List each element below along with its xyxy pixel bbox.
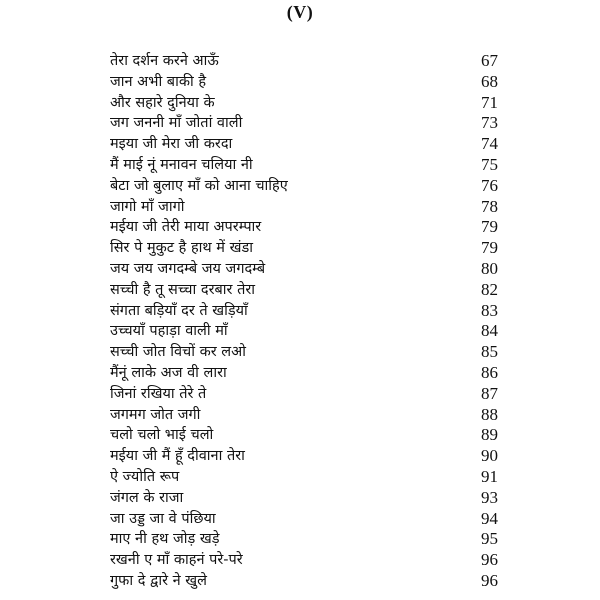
toc-entry: [110, 176, 498, 197]
toc-entry-title: जा उड्ड जा वे पंछिया: [110, 510, 216, 527]
toc-entry: [110, 446, 498, 467]
toc-entry-title: जग जननी माँ जोतां वाली: [110, 115, 243, 132]
toc-entry: [110, 488, 498, 509]
toc-entry-page: 89: [481, 425, 498, 445]
toc-entry-title: उच्चयाँ पहाड़ा वाली माँ: [110, 323, 228, 340]
toc-entry-page: 86: [481, 362, 498, 382]
toc-entry-title: सिर पे मुकुट है हाथ में खंडा: [110, 240, 253, 257]
toc-entry-page: 96: [481, 550, 498, 570]
toc-entry-page: 90: [481, 446, 498, 466]
toc-entry-title: जान अभी बाकी है: [110, 73, 207, 90]
toc-entry-page: 68: [481, 71, 498, 91]
toc-entry: [110, 384, 498, 405]
toc-entry-title: माए नी हथ जोड़ खड़े: [110, 531, 220, 548]
toc-entry: [110, 238, 498, 259]
toc-entry-title: जंगल के राजा: [110, 489, 184, 506]
toc-entry-title: जगमग जोत जगी: [110, 406, 201, 423]
toc-entry-page: 71: [481, 92, 498, 112]
toc-entry-title: जागो माँ जागो: [110, 198, 185, 215]
toc-entry-page: 76: [481, 175, 498, 195]
toc-entry-page: 75: [481, 154, 498, 174]
toc-entry-page: 74: [481, 134, 498, 154]
toc-entry-title: गुफा दे द्वारे ने खुले: [110, 572, 207, 589]
toc-entry-title: जिनां रखिया तेरे ते: [110, 385, 207, 402]
toc-entry: [110, 363, 498, 384]
toc-entry-page: 91: [481, 466, 498, 486]
toc-entry-title: मईया जी मैं हूँ दीवाना तेरा: [110, 448, 245, 465]
toc-entry-page: 96: [481, 570, 498, 590]
toc-entry-page: 84: [481, 321, 498, 341]
toc-entry-page: 80: [481, 258, 498, 278]
toc-entry-page: 93: [481, 487, 498, 507]
toc-entry: [110, 72, 498, 93]
table-of-contents: [110, 51, 498, 592]
toc-entry: [110, 571, 498, 592]
toc-entry-page: 85: [481, 342, 498, 362]
toc-entry-page: 82: [481, 279, 498, 299]
toc-entry-title: चलो चलो भाई चलो: [110, 427, 214, 444]
toc-entry-page: 88: [481, 404, 498, 424]
toc-entry: [110, 321, 498, 342]
toc-entry: [110, 280, 498, 301]
toc-entry-title: संगता बड़ियाँ दर ते खड़ियाँ: [110, 302, 248, 319]
toc-entry: [110, 113, 498, 134]
toc-entry-page: 73: [481, 113, 498, 133]
toc-entry-page: 94: [481, 508, 498, 528]
toc-entry: [110, 467, 498, 488]
toc-entry: [110, 217, 498, 238]
toc-entry-title: सच्ची है तू सच्चा दरबार तेरा: [110, 281, 256, 298]
toc-entry-page: 87: [481, 383, 498, 403]
toc-entry-page: 95: [481, 529, 498, 549]
page-number: (V): [286, 2, 314, 22]
toc-entry: [110, 155, 498, 176]
toc-entry-page: 83: [481, 300, 498, 320]
toc-entry-page: 78: [481, 196, 498, 216]
toc-entry-page: 79: [481, 217, 498, 237]
toc-entry-page: 79: [481, 238, 498, 258]
toc-entry-title: मैं माई नूं मनावन चलिया नी: [110, 156, 253, 173]
toc-entry-title: तेरा दर्शन करने आऊँ: [110, 53, 219, 69]
toc-entry: [110, 425, 498, 446]
toc-entry-title: सच्ची जोत विचों कर लओ: [110, 344, 246, 361]
toc-entry: [110, 134, 498, 155]
toc-entry-title: और सहारे दुनिया के: [110, 94, 215, 111]
toc-entry-title: बेटा जो बुलाए माँ को आना चाहिए: [110, 177, 288, 194]
toc-entry-title: मइया जी मेरा जी करदा: [110, 136, 233, 153]
toc-entry-page: 67: [481, 51, 498, 70]
toc-entry: [110, 301, 498, 322]
toc-entry: [110, 197, 498, 218]
toc-entry: [110, 342, 498, 363]
toc-entry: [110, 529, 498, 550]
toc-entry: [110, 509, 498, 530]
toc-entry-title: जय जय जगदम्बे जय जगदम्बे: [110, 260, 266, 277]
toc-entry: [110, 259, 498, 280]
toc-entry: [110, 405, 498, 426]
toc-entry: [110, 51, 498, 72]
toc-entry-title: रखनी ए माँ काहनं परे-परे: [110, 552, 243, 569]
toc-entry-title: ऐ ज्योति रूप: [110, 468, 180, 485]
toc-entry-title: मईया जी तेरी माया अपरम्पार: [110, 219, 262, 236]
toc-entry: [110, 93, 498, 114]
toc-entry: [110, 550, 498, 571]
toc-entry-title: मैंनूं लाके अज वी लारा: [110, 364, 227, 381]
